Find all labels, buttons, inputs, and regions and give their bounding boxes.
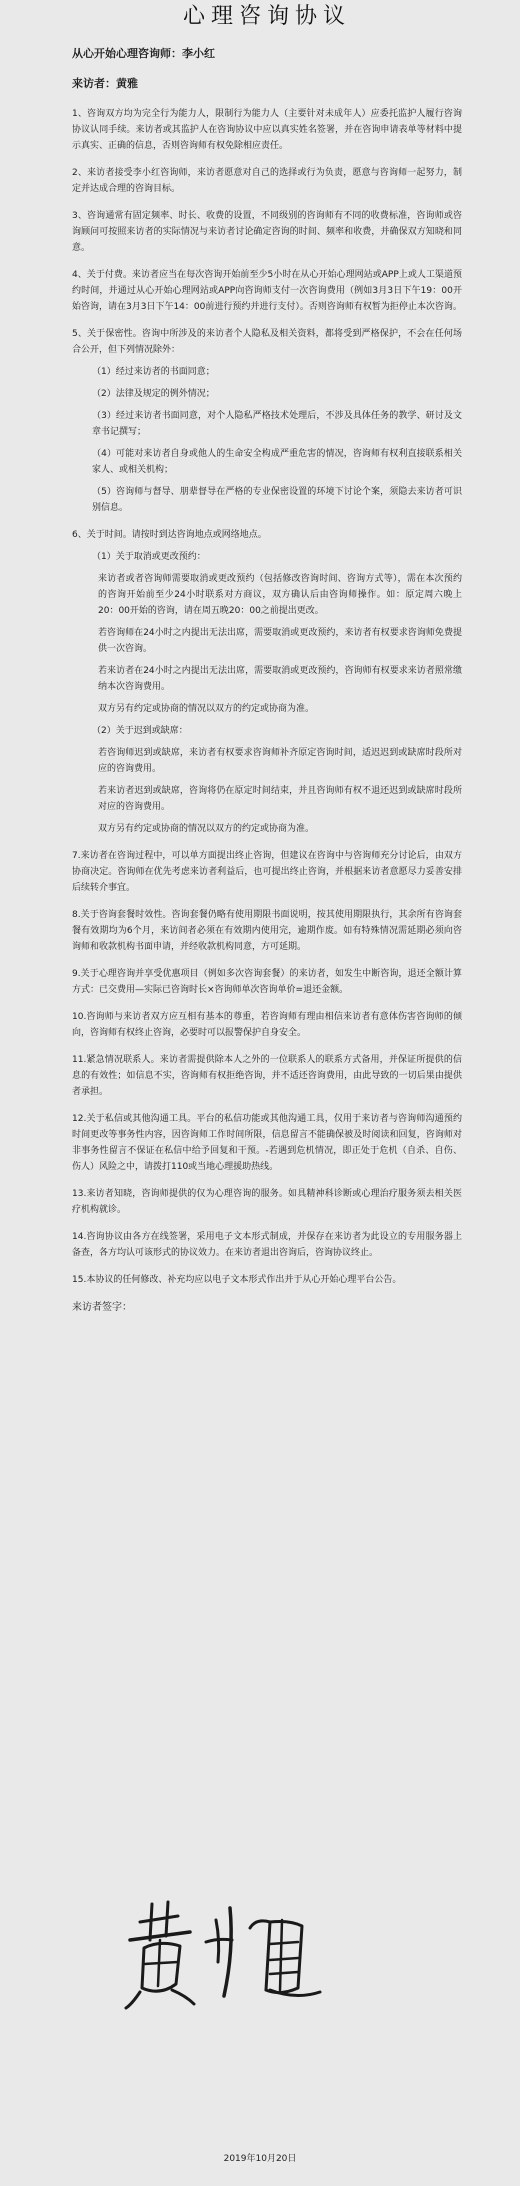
- clause-6-sub1-item: 双方另有约定或协商的情况以双方的约定或协商为准。: [98, 704, 315, 714]
- confidentiality-item: （5）咨询师与督导、朋辈督导在严格的专业保密设置的环境下讨论个案，须隐去来访者可识别信息。: [92, 487, 462, 513]
- clause-15: 15.本协议的任何修改、补充均应以电子文本形式作出并于从心开始心理平台公告。: [72, 1275, 402, 1285]
- clause-2: 2、来访者接受李小红咨询师，来访者愿意对自己的选择或行为负责，愿意与咨询师一起努力，制定并达成合理的咨询目标。: [72, 168, 462, 194]
- clause-6-sub2-title: （2）关于迟到或缺席：: [92, 726, 188, 736]
- clause-5: 5、关于保密性。咨询中所涉及的来访者个人隐私及相关资料，都将受到严格保护，不会在任何场合公开，但下列情况除外：: [72, 329, 462, 355]
- clause-1: 1、咨询双方均为完全行为能力人，限制行为能力人（主要针对未成年人）应委托监护人履行咨询协议认同手续。来访者或其监护人在咨询协议中应以真实姓名签署，并在咨询申请表单等材料中提示真实、正确的信息，否则咨询师有权免除相应责任。: [72, 109, 462, 151]
- confidentiality-item: （4）可能对来访者自身或他人的生命安全构成严重危害的情况，咨询师有权利直接联系相关家人、或相关机构；: [92, 449, 462, 475]
- confidentiality-item: （2）法律及规定的例外情况；: [92, 389, 215, 399]
- clause-6-sub2-item: 双方另有约定或协商的情况以双方的约定或协商为准。: [98, 824, 315, 834]
- clause-11: 11.紧急情况联系人。来访者需提供除本人之外的一位联系人的联系方式备用，并保证所提供的信息的有效性；如信息不实，咨询师有权拒绝咨询，并不适还咨询费用，由此导致的一切后果由提供者承担。: [72, 1055, 462, 1097]
- confidentiality-item: （3）经过来访者书面同意，对个人隐私严格技术处理后，不涉及具体任务的教学、研讨及文章书记撰写；: [92, 411, 462, 437]
- clause-3: 3、咨询通常有固定频率、时长、收费的设置，不同级别的咨询师有不同的收费标准，咨询师或咨询顾问可按照来访者的实际情况与来访者讨论确定咨询的时间、频率和收费，并确保双方知晓和同意。: [72, 211, 462, 253]
- client-line: 来访者：黄雅: [72, 77, 138, 90]
- clause-13: 13.来访者知晓，咨询师提供的仅为心理咨询的服务。如具精神科诊断或心理治疗服务须去相关医疗机构就诊。: [72, 1189, 462, 1215]
- clause-6-sub1-item: 若咨询师在24小时之内提出无法出席，需要取消或更改预约，来访者有权要求咨询师免费提供一次咨询。: [98, 628, 462, 654]
- clause-6-sub1-title: （1）关于取消或更改预约：: [92, 552, 206, 562]
- clause-9: 9.关于心理咨询并享受优惠项目（例如多次咨询套餐）的来访者，如发生中断咨询，退还全额计算方式：已交费用—实际已咨询时长×咨询师单次咨询单价=退还金额。: [72, 969, 462, 995]
- clause-6-sub2-item: 若咨询师迟到或缺席，来访者有权要求咨询师补齐原定咨询时间，适迟迟到或缺席时段所对应的咨询费用。: [98, 748, 462, 774]
- clause-10: 10.咨询师与来访者双方应互相有基本的尊重，若咨询师有理由相信来访者有意体伤害咨询师的倾向，咨询师有权终止咨询，必要时可以报警保护自身安全。: [72, 1012, 462, 1038]
- clause-7: 7.来访者在咨询过程中，可以单方面提出终止咨询，但建议在咨询中与咨询师充分讨论后，由双方协商决定。咨询师在优先考虑来访者利益后，也可提出终止咨询，并根据来访者意愿尽力妥善安排后续转介事宜。: [72, 851, 462, 893]
- clause-6-sub1-item: 若来访者在24小时之内提出无法出席，需要取消或更改预约，咨询师有权要求来访者照常缴纳本次咨询费用。: [98, 666, 462, 692]
- clause-6-sub1-item: 来访者或者咨询师需要取消或更改预约（包括修改咨询时间、咨询方式等），需在本次预约的咨询开始前至少24小时联系对方商议，双方确认后由咨询师操作。如：原定周六晚上20：00开始的咨询，请在周五晚20：00之前提出更改。: [98, 574, 462, 616]
- clause-14: 14.咨询协议由各方在线签署，采用电子文本形式制成，并保存在来访者为此设立的专用服务器上备查，各方均认可该形式的协议效力。在来访者退出咨询后，咨询协议终止。: [72, 1232, 462, 1258]
- agreement-date: 2019年10月20日: [223, 2154, 297, 2164]
- clause-6-sub2-item: 若来访者迟到或缺席，咨询将仍在原定时间结束，并且咨询师有权不退还迟到或缺席时段所对应的咨询费用。: [98, 786, 462, 812]
- signature-label: 来访者签字：: [72, 1302, 132, 1313]
- clause-8: 8.关于咨询套餐时效性。咨询套餐仍略有使用期限书面说明，按其使用期限执行，其余所有咨询套餐有效期均为6个月，来访间者必须在有效期内使用完，逾期作废。如有特殊情况需延期必须向咨询师和收款机构书面申请，并经收款机构同意，方可延期。: [72, 910, 462, 952]
- clause-12: 12.关于私信或其他沟通工具。平台的私信功能或其他沟通工具，仅用于来访者与咨询师沟通预约时间更改等事务性内容，因咨询师工作时间所限，信息留言不能确保被及时阅读和回复，咨询师对非事务性留言不保证在私信中给予回复和干预。-若遇到危机情况，即正处于危机（自杀、自伤、伤人）风险之中，请拨打110或当地心理援助热线。: [72, 1114, 462, 1172]
- counselor-line: 从心开始心理咨询师：李小红: [72, 47, 215, 60]
- clause-6: 6、关于时间。请按时到达咨询地点或网络地点。: [72, 530, 267, 540]
- clause-4: 4、关于付费。来访者应当在每次咨询开始前至少5小时在从心开始心理网站或APP上或人工渠道预约时间，并通过从心开始心理网站或APP向咨询师支付一次咨询费用（例如3月3日下午19：00开始咨询，请在3月3日下午14：00前进行预约并进行支付）。否则咨询师有权暂为拒停止本次咨询。: [72, 270, 462, 312]
- confidentiality-item: （1）经过来访者的书面同意；: [92, 367, 215, 377]
- page-title: 心理咨询协议: [182, 4, 351, 29]
- handwritten-signature: [120, 1900, 330, 2010]
